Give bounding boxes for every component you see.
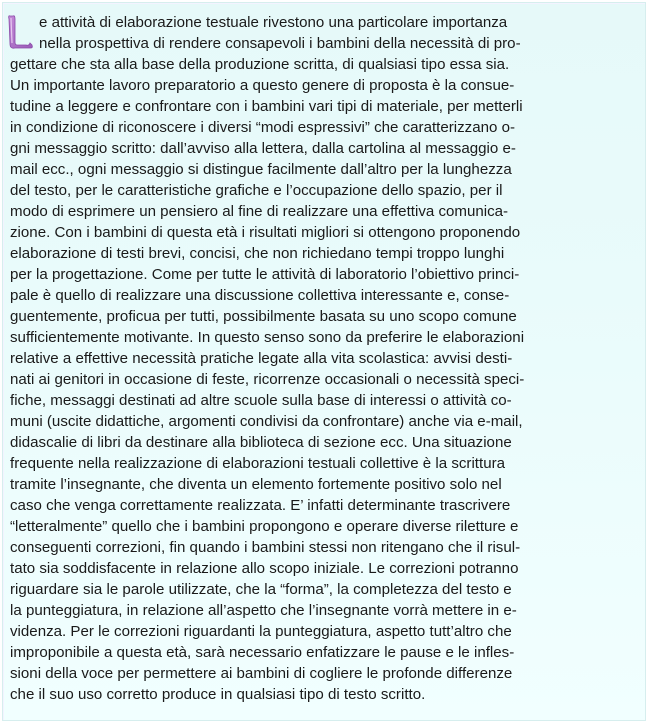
text-line: pale è quello di realizzare una discussione collettiva interessante e, conse- <box>10 287 510 304</box>
text-line: videnza. Per le correzioni riguardanti la punteggiatura, aspetto tutt’altro che <box>10 623 512 640</box>
text-line: riguardare sia le parole utilizzate, che la “forma”, la completezza del testo e <box>10 581 512 598</box>
text-line: fiche, messaggi destinati ad altre scuole sulla base di interessi o attività co- <box>10 392 512 409</box>
text-line: nati ai genitori in occasione di feste, ricorrenze occasionali o necessità speci- <box>10 371 525 388</box>
text-line: didascalie di libri da destinare alla biblioteca di sezione ecc. Una situazione <box>10 434 512 451</box>
text-line: “letteralmente” quello che i bambini propongono e operare diverse riletture e <box>10 518 519 535</box>
text-line: in condizione di riconoscere i diversi “modi espressivi” che caratterizzano o- <box>10 119 516 136</box>
text-line: nella prospettiva di rendere consapevoli i bambini della necessità di pro- <box>39 35 521 52</box>
text-line: frequente nella realizzazione di elaborazioni testuali collettive è la scrittura <box>10 455 506 472</box>
text-line: gni messaggio scritto: dall’avviso alla lettera, dalla cartolina al messaggio e- <box>10 140 516 157</box>
text-line: sufficientemente motivante. In questo senso sono da preferire le elaborazioni <box>10 329 525 346</box>
text-line: che il suo uso corretto produce in qualsiasi tipo di testo scritto. <box>10 686 426 703</box>
text-line: caso che venga correttamente realizzata. E’ infatti determinante trascrivere <box>10 497 511 514</box>
text-line: tudine a leggere e confrontare con i bambini vari tipi di materiale, per metterli <box>10 98 523 115</box>
text-line: sioni della voce per permettere ai bambini di cogliere le profonde differenze <box>10 665 513 682</box>
text-line: per la progettazione. Come per tutte le attività di laboratorio l’obiettivo princi- <box>10 266 520 283</box>
text-line: muni (uscite didattiche, argomenti condivisi da confrontare) anche via e-mail, <box>10 413 523 430</box>
text-line: tato sia soddisfacente in relazione allo scopo iniziale. Le correzioni potranno <box>10 560 519 577</box>
text-line: la punteggiatura, in relazione all’aspetto che l’insegnante vorrà mettere in e- <box>10 602 517 619</box>
text-line: del testo, per le caratteristiche grafiche e l’occupazione dello spazio, per il <box>10 182 503 199</box>
text-line: conseguenti correzioni, fin quando i bambini stessi non ritengano che il risul- <box>10 539 521 556</box>
text-line: Un importante lavoro preparatorio a questo genere di proposta è la consue- <box>10 77 515 94</box>
text-panel <box>2 2 646 721</box>
text-line: guentemente, proficua per tutti, possibilmente basata su uno scopo comune <box>10 308 517 325</box>
text-line: relative a effettive necessità pratiche legate alla vita scolastica: avvisi desti- <box>10 350 513 367</box>
text-line: modo di esprimere un pensiero al fine di realizzare una effettiva comunica- <box>10 203 509 220</box>
text-line: tramite l’insegnante, che diventa un elemento fortemente positivo solo nel <box>10 476 502 493</box>
text-line: zione. Con i bambini di questa età i risultati migliori si ottengono proponendo <box>10 224 521 241</box>
text-line: mail ecc., ogni messaggio si distingue facilmente dall’altro per la lunghezza <box>10 161 512 178</box>
text-line: improponibile a questa età, sarà necessario enfatizzare le pause e le infles- <box>10 644 515 661</box>
body-text <box>10 12 646 705</box>
text-line: elaborazione di testi brevi, concisi, che non richiedano tempi troppo lunghi <box>10 245 505 262</box>
text-line: gettare che sta alla base della produzione scritta, di qualsiasi tipo essa sia. <box>10 56 510 73</box>
text-line: e attività di elaborazione testuale rivestono una particolare importanza <box>39 14 508 31</box>
